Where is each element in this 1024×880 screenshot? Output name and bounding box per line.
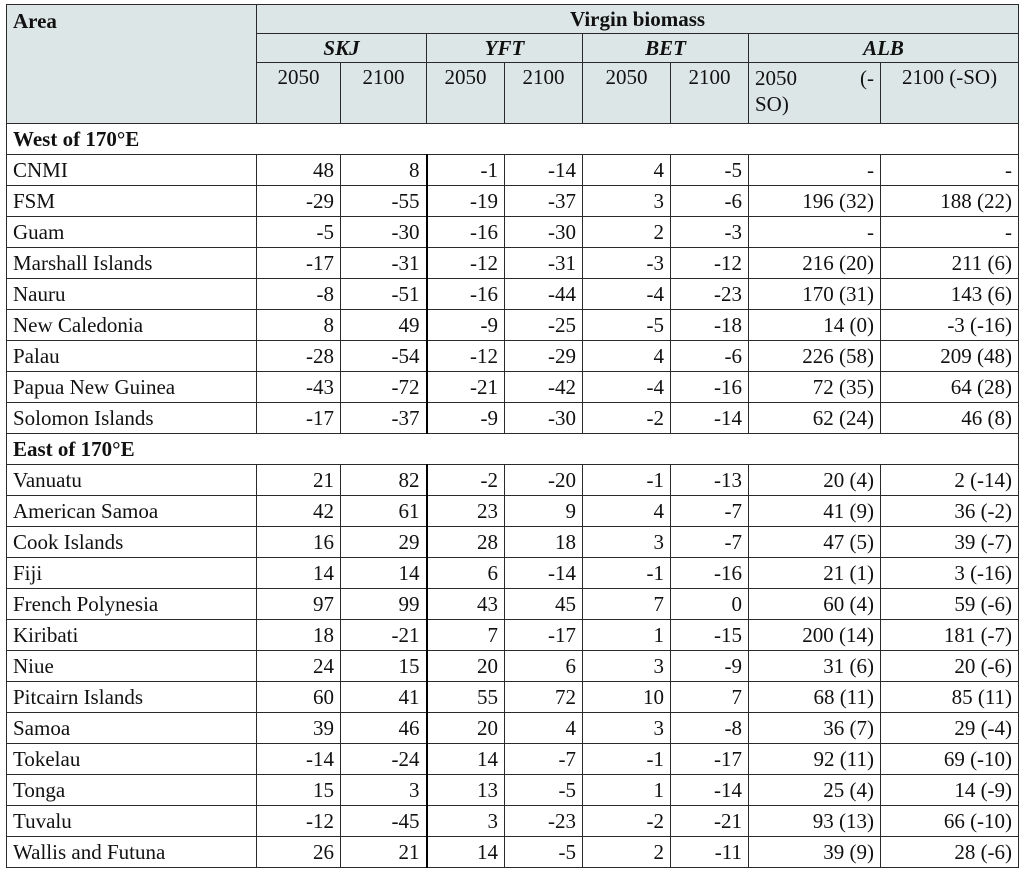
value-cell: 226 (58) (749, 341, 881, 372)
value-cell: -45 (341, 806, 427, 837)
value-cell: 23 (427, 496, 505, 527)
area-name-cell: Guam (7, 217, 257, 248)
value-cell: -37 (341, 403, 427, 434)
value-cell: 18 (505, 527, 583, 558)
value-cell: -3 (583, 248, 671, 279)
year-header-yft-2100: 2100 (505, 63, 583, 124)
value-cell: -44 (505, 279, 583, 310)
value-cell: 28 (-6) (881, 837, 1019, 868)
value-cell: 14 (-9) (881, 775, 1019, 806)
value-cell: -16 (671, 558, 749, 589)
virgin-biomass-table (6, 4, 1019, 868)
section-title: West of 170°E (7, 124, 1019, 155)
value-cell: -28 (257, 341, 341, 372)
value-cell: 29 (341, 527, 427, 558)
area-name-cell: Samoa (7, 713, 257, 744)
area-name-cell: Pitcairn Islands (7, 682, 257, 713)
value-cell: 3 (341, 775, 427, 806)
table-row (7, 310, 1019, 341)
value-cell: 211 (6) (881, 248, 1019, 279)
value-cell: 42 (257, 496, 341, 527)
value-cell: -1 (583, 744, 671, 775)
value-cell: 14 (341, 558, 427, 589)
value-cell: 99 (341, 589, 427, 620)
value-cell: -14 (671, 403, 749, 434)
value-cell: -23 (671, 279, 749, 310)
value-cell: 3 (-16) (881, 558, 1019, 589)
value-cell: -8 (671, 713, 749, 744)
alb-2050-paren-text: (- (860, 66, 874, 90)
section-title: East of 170°E (7, 434, 1019, 465)
value-cell: -12 (427, 341, 505, 372)
value-cell: 6 (427, 558, 505, 589)
value-cell: 14 (427, 837, 505, 868)
area-name-cell: Tonga (7, 775, 257, 806)
value-cell: -14 (671, 775, 749, 806)
value-cell: 7 (583, 589, 671, 620)
value-cell: 7 (427, 620, 505, 651)
value-cell: 62 (24) (749, 403, 881, 434)
value-cell: -14 (505, 155, 583, 186)
value-cell: -5 (505, 837, 583, 868)
area-name-cell: Fiji (7, 558, 257, 589)
table-row (7, 372, 1019, 403)
value-cell: -14 (257, 744, 341, 775)
year-header-bet-2050: 2050 (583, 63, 671, 124)
value-cell: -7 (671, 496, 749, 527)
value-cell: 45 (505, 589, 583, 620)
value-cell: -17 (505, 620, 583, 651)
value-cell: - (881, 155, 1019, 186)
area-name-cell: Papua New Guinea (7, 372, 257, 403)
value-cell: -14 (505, 558, 583, 589)
value-cell: 3 (583, 527, 671, 558)
value-cell: 92 (11) (749, 744, 881, 775)
value-cell: 170 (31) (749, 279, 881, 310)
value-cell: -17 (257, 403, 341, 434)
value-cell: -21 (427, 372, 505, 403)
value-cell: 55 (427, 682, 505, 713)
species-header-yft: YFT (427, 34, 583, 63)
table-row (7, 465, 1019, 496)
value-cell: 15 (257, 775, 341, 806)
value-cell: -43 (257, 372, 341, 403)
value-cell: -6 (671, 186, 749, 217)
value-cell: -37 (505, 186, 583, 217)
section-row (7, 434, 1019, 465)
value-cell: -1 (427, 155, 505, 186)
area-name-cell: Kiribati (7, 620, 257, 651)
value-cell: -5 (505, 775, 583, 806)
area-name-cell: Niue (7, 651, 257, 682)
value-cell: -25 (505, 310, 583, 341)
value-cell: 200 (14) (749, 620, 881, 651)
value-cell: -3 (671, 217, 749, 248)
species-header-skj: SKJ (257, 34, 427, 63)
value-cell: 15 (341, 651, 427, 682)
area-name-cell: Palau (7, 341, 257, 372)
value-cell: -30 (505, 217, 583, 248)
virgin-biomass-header: Virgin biomass (257, 5, 1019, 34)
value-cell: 209 (48) (881, 341, 1019, 372)
value-cell: 26 (257, 837, 341, 868)
value-cell: 4 (583, 341, 671, 372)
area-name-cell: Tuvalu (7, 806, 257, 837)
value-cell: 216 (20) (749, 248, 881, 279)
value-cell: -4 (583, 372, 671, 403)
value-cell: 39 (-7) (881, 527, 1019, 558)
value-cell: 3 (583, 713, 671, 744)
area-name-cell: Cook Islands (7, 527, 257, 558)
value-cell: 3 (583, 651, 671, 682)
value-cell: 181 (-7) (881, 620, 1019, 651)
value-cell: -29 (257, 186, 341, 217)
area-name-cell: Wallis and Futuna (7, 837, 257, 868)
value-cell: -16 (427, 217, 505, 248)
value-cell: 48 (257, 155, 341, 186)
table-row (7, 682, 1019, 713)
year-header-alb-2100: 2100 (-SO) (881, 63, 1019, 124)
value-cell: -12 (671, 248, 749, 279)
area-name-cell: New Caledonia (7, 310, 257, 341)
value-cell: 21 (341, 837, 427, 868)
value-cell: 39 (257, 713, 341, 744)
alb-2050-year-text: 2050 (755, 66, 797, 90)
value-cell: -5 (583, 310, 671, 341)
value-cell: -54 (341, 341, 427, 372)
value-cell: 29 (-4) (881, 713, 1019, 744)
value-cell: 10 (583, 682, 671, 713)
table-row (7, 589, 1019, 620)
value-cell: 28 (427, 527, 505, 558)
value-cell: -31 (505, 248, 583, 279)
value-cell: -29 (505, 341, 583, 372)
value-cell: -7 (505, 744, 583, 775)
value-cell: 20 (-6) (881, 651, 1019, 682)
value-cell: 18 (257, 620, 341, 651)
year-header-bet-2100: 2100 (671, 63, 749, 124)
value-cell: -16 (671, 372, 749, 403)
value-cell: 3 (583, 186, 671, 217)
value-cell: -4 (583, 279, 671, 310)
value-cell: -15 (671, 620, 749, 651)
value-cell: 82 (341, 465, 427, 496)
value-cell: -2 (427, 465, 505, 496)
value-cell: 4 (505, 713, 583, 744)
value-cell: -16 (427, 279, 505, 310)
area-column-header: Area (7, 5, 257, 124)
area-name-cell: FSM (7, 186, 257, 217)
value-cell: -2 (583, 403, 671, 434)
value-cell: -9 (427, 310, 505, 341)
value-cell: 4 (583, 496, 671, 527)
value-cell: 72 (35) (749, 372, 881, 403)
species-header-bet: BET (583, 34, 749, 63)
value-cell: 97 (257, 589, 341, 620)
value-cell: 43 (427, 589, 505, 620)
value-cell: 2 (583, 837, 671, 868)
value-cell: -8 (257, 279, 341, 310)
value-cell: -55 (341, 186, 427, 217)
value-cell: 61 (341, 496, 427, 527)
value-cell: 36 (-2) (881, 496, 1019, 527)
year-header-alb-2050 (749, 63, 881, 124)
area-name-cell: CNMI (7, 155, 257, 186)
value-cell: 0 (671, 589, 749, 620)
value-cell: 14 (0) (749, 310, 881, 341)
value-cell: -30 (505, 403, 583, 434)
value-cell: 7 (671, 682, 749, 713)
value-cell: 46 (341, 713, 427, 744)
area-name-cell: Tokelau (7, 744, 257, 775)
value-cell: 16 (257, 527, 341, 558)
table-row (7, 217, 1019, 248)
value-cell: -13 (671, 465, 749, 496)
section-row (7, 124, 1019, 155)
value-cell: 60 (257, 682, 341, 713)
value-cell: -23 (505, 806, 583, 837)
value-cell: -1 (583, 465, 671, 496)
value-cell: -30 (341, 217, 427, 248)
table-row (7, 279, 1019, 310)
year-header-yft-2050: 2050 (427, 63, 505, 124)
value-cell: 41 (341, 682, 427, 713)
value-cell: - (881, 217, 1019, 248)
value-cell: -5 (671, 155, 749, 186)
area-name-cell: Vanuatu (7, 465, 257, 496)
value-cell: 41 (9) (749, 496, 881, 527)
value-cell: 85 (11) (881, 682, 1019, 713)
value-cell: 49 (341, 310, 427, 341)
area-name-cell: Marshall Islands (7, 248, 257, 279)
table-body (7, 124, 1019, 868)
value-cell: -72 (341, 372, 427, 403)
value-cell: 188 (22) (881, 186, 1019, 217)
value-cell: 66 (-10) (881, 806, 1019, 837)
value-cell: 46 (8) (881, 403, 1019, 434)
table-row (7, 651, 1019, 682)
table-row (7, 527, 1019, 558)
value-cell: -11 (671, 837, 749, 868)
area-name-cell: French Polynesia (7, 589, 257, 620)
year-header-skj-2100: 2100 (341, 63, 427, 124)
value-cell: 4 (583, 155, 671, 186)
value-cell: -21 (341, 620, 427, 651)
value-cell: 3 (427, 806, 505, 837)
table-row (7, 744, 1019, 775)
table-row (7, 775, 1019, 806)
year-header-skj-2050: 2050 (257, 63, 341, 124)
value-cell: 2 (583, 217, 671, 248)
biomass-table-container (6, 4, 1018, 868)
value-cell: -9 (671, 651, 749, 682)
value-cell: 20 (427, 651, 505, 682)
table-row (7, 186, 1019, 217)
value-cell: 20 (427, 713, 505, 744)
value-cell: -24 (341, 744, 427, 775)
value-cell: -17 (671, 744, 749, 775)
value-cell: 6 (505, 651, 583, 682)
value-cell: -3 (-16) (881, 310, 1019, 341)
species-header-alb: ALB (749, 34, 1019, 63)
value-cell: -2 (583, 806, 671, 837)
value-cell: 21 (1) (749, 558, 881, 589)
value-cell: 9 (505, 496, 583, 527)
value-cell: -42 (505, 372, 583, 403)
alb-2050-so-text: SO) (755, 92, 789, 116)
value-cell: 8 (341, 155, 427, 186)
value-cell: 24 (257, 651, 341, 682)
value-cell: 25 (4) (749, 775, 881, 806)
value-cell: 59 (-6) (881, 589, 1019, 620)
value-cell: 13 (427, 775, 505, 806)
value-cell: 8 (257, 310, 341, 341)
value-cell: -5 (257, 217, 341, 248)
value-cell: 93 (13) (749, 806, 881, 837)
area-name-cell: American Samoa (7, 496, 257, 527)
value-cell: 14 (427, 744, 505, 775)
value-cell: 196 (32) (749, 186, 881, 217)
value-cell: -1 (583, 558, 671, 589)
value-cell: -31 (341, 248, 427, 279)
value-cell: -18 (671, 310, 749, 341)
value-cell: 14 (257, 558, 341, 589)
value-cell: -21 (671, 806, 749, 837)
value-cell: 69 (-10) (881, 744, 1019, 775)
area-name-cell: Nauru (7, 279, 257, 310)
value-cell: 72 (505, 682, 583, 713)
value-cell: -12 (257, 806, 341, 837)
table-row (7, 806, 1019, 837)
value-cell: 2 (-14) (881, 465, 1019, 496)
value-cell: -51 (341, 279, 427, 310)
table-row (7, 248, 1019, 279)
table-row (7, 403, 1019, 434)
value-cell: 60 (4) (749, 589, 881, 620)
value-cell: 143 (6) (881, 279, 1019, 310)
table-row (7, 713, 1019, 744)
value-cell: -17 (257, 248, 341, 279)
table-row (7, 155, 1019, 186)
table-row (7, 558, 1019, 589)
value-cell: 31 (6) (749, 651, 881, 682)
value-cell: -12 (427, 248, 505, 279)
value-cell: 64 (28) (881, 372, 1019, 403)
value-cell: 1 (583, 775, 671, 806)
value-cell: -6 (671, 341, 749, 372)
value-cell: 68 (11) (749, 682, 881, 713)
value-cell: 1 (583, 620, 671, 651)
value-cell: -20 (505, 465, 583, 496)
value-cell: -9 (427, 403, 505, 434)
value-cell: - (749, 155, 881, 186)
area-name-cell: Solomon Islands (7, 403, 257, 434)
value-cell: 36 (7) (749, 713, 881, 744)
value-cell: 20 (4) (749, 465, 881, 496)
table-row (7, 341, 1019, 372)
table-row (7, 496, 1019, 527)
value-cell: 21 (257, 465, 341, 496)
value-cell: - (749, 217, 881, 248)
table-row (7, 620, 1019, 651)
value-cell: 39 (9) (749, 837, 881, 868)
value-cell: -7 (671, 527, 749, 558)
table-row (7, 837, 1019, 868)
value-cell: 47 (5) (749, 527, 881, 558)
value-cell: -19 (427, 186, 505, 217)
